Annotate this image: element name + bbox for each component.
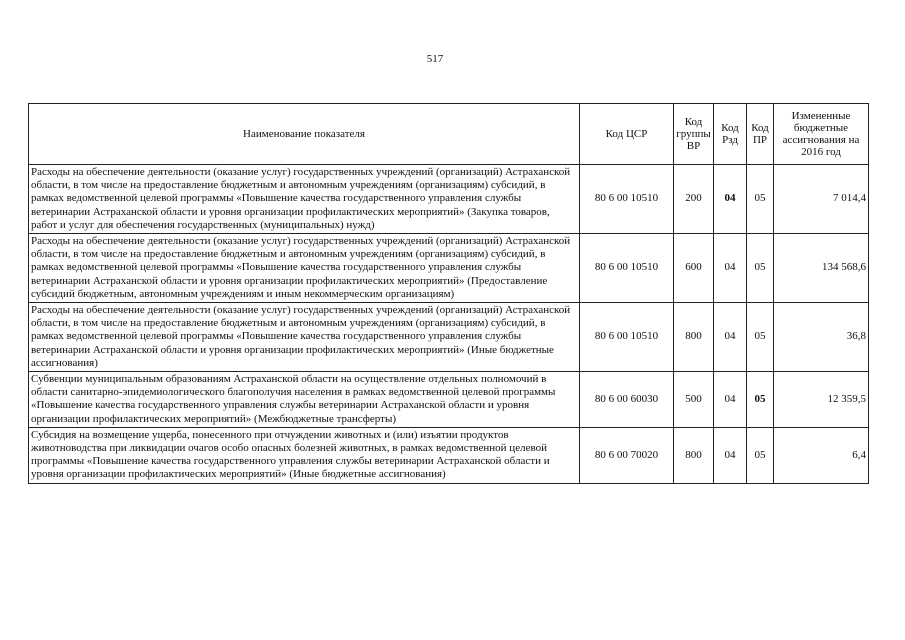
table-header-row xyxy=(29,104,869,165)
row-vr: 600 xyxy=(674,234,714,303)
row-pr: 05 xyxy=(747,234,774,303)
row-amount: 6,4 xyxy=(774,427,869,483)
row-csr: 80 6 00 10510 xyxy=(580,165,674,234)
table-row xyxy=(29,427,869,483)
table-row xyxy=(29,303,869,372)
header-csr: Код ЦСР xyxy=(580,104,674,165)
row-rzd: 04 xyxy=(714,427,747,483)
row-amount: 12 359,5 xyxy=(774,372,869,428)
row-amount: 36,8 xyxy=(774,303,869,372)
row-name: Расходы на обеспечение деятельности (оказание услуг) государственных учреждений (организаций) Астраханской области, в том числе на предоставление бюджетным и автономным учреждениям (организациям) субсидий, в рамках ведомственной целевой программы «Повышение качества государственного управления службы ветеринарии Астраханской области и уровня организации профилактических мероприятий» (Предоставление субсидий бюджетным, автономным учреждениям и иным некоммерческим организациям) xyxy=(29,234,580,303)
row-pr: 05 xyxy=(747,165,774,234)
row-name: Субвенции муниципальным образованиям Астраханской области на осуществление отдельных полномочий в области санитарно-эпидемиологического благополучия населения в рамках ведомственной целевой программы «Повышение качества государственного управления службы ветеринарии Астраханской области и уровня организации профилактических мероприятий» (Межбюджетные трансферты) xyxy=(29,372,580,428)
row-csr: 80 6 00 10510 xyxy=(580,234,674,303)
header-vr: Код группы ВР xyxy=(674,104,714,165)
header-rzd: Код Рзд xyxy=(714,104,747,165)
row-pr: 05 xyxy=(747,303,774,372)
row-vr: 500 xyxy=(674,372,714,428)
row-rzd: 04 xyxy=(714,303,747,372)
header-amount: Измененные бюджетные ассигнования на 2016 год xyxy=(774,104,869,165)
row-rzd: 04 xyxy=(714,234,747,303)
row-csr: 80 6 00 60030 xyxy=(580,372,674,428)
row-pr: 05 xyxy=(747,372,774,428)
table-row xyxy=(29,372,869,428)
row-amount: 7 014,4 xyxy=(774,165,869,234)
row-vr: 800 xyxy=(674,427,714,483)
row-rzd: 04 xyxy=(714,165,747,234)
table-row xyxy=(29,165,869,234)
header-name: Наименование показателя xyxy=(29,104,580,165)
row-name: Расходы на обеспечение деятельности (оказание услуг) государственных учреждений (организаций) Астраханской области, в том числе на предоставление бюджетным и автономным учреждениям (организациям) субсидий, в рамках ведомственной целевой программы «Повышение качества государственного управления службы ветеринарии Астраханской области и уровня организации профилактических мероприятий» (Закупка товаров, работ и услуг для обеспечения государственных (муниципальных) нужд) xyxy=(29,165,580,234)
page-number: 517 xyxy=(426,53,444,65)
row-csr: 80 6 00 70020 xyxy=(580,427,674,483)
row-vr: 200 xyxy=(674,165,714,234)
row-rzd: 04 xyxy=(714,372,747,428)
row-amount: 134 568,6 xyxy=(774,234,869,303)
table-row xyxy=(29,234,869,303)
row-vr: 800 xyxy=(674,303,714,372)
row-name: Расходы на обеспечение деятельности (оказание услуг) государственных учреждений (организаций) Астраханской области, в том числе на предоставление бюджетным и автономным учреждениям (организациям) субсидий, в рамках ведомственной целевой программы «Повышение качества государственного управления службы ветеринарии Астраханской области и уровня организации профилактических мероприятий» (Иные бюджетные ассигнования) xyxy=(29,303,580,372)
row-name: Субсидия на возмещение ущерба, понесенного при отчуждении животных и (или) изъятии продуктов животноводства при ликвидации очагов особо опасных болезней животных, в рамках ведомственной целевой программы «Повышение качества государственного управления службы ветеринарии Астраханской области и уровня организации профилактических мероприятий» (Иные бюджетные ассигнования) xyxy=(29,427,580,483)
row-csr: 80 6 00 10510 xyxy=(580,303,674,372)
budget-table xyxy=(28,103,869,484)
header-pr: Код ПР xyxy=(747,104,774,165)
row-pr: 05 xyxy=(747,427,774,483)
